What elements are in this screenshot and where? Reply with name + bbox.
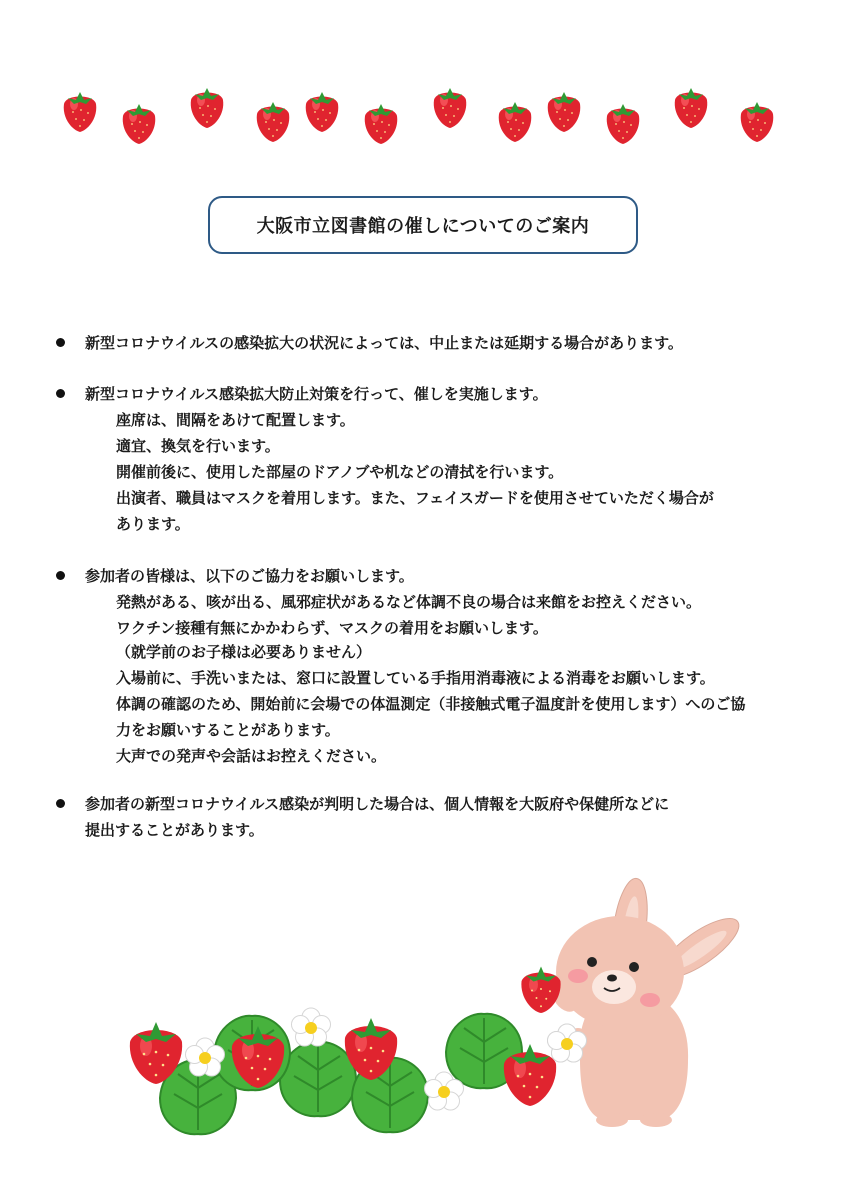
notice-item-continued: 提出することがあります。 [85,821,264,839]
notice-subitem: あります。 [116,515,190,533]
bunny-icon [546,876,747,1127]
bullet-icon [56,571,65,580]
page-title: 大阪市立図書館の催しについてのご案内 [208,196,638,254]
notice-item: 新型コロナウイルスの感染拡大の状況によっては、中止または延期する場合があります。 [85,334,683,352]
notice-subitem: 適宜、換気を行います。 [116,437,280,455]
notice-subitem: （就学前のお子様は必要ありません） [116,643,372,661]
notice-subitem: 発熱がある、咳が出る、風邪症状があるなど体調不良の場合は来館をお控えください。 [116,593,702,611]
bullet-icon [56,799,65,808]
notice-subitem: 座席は、間隔をあけて配置します。 [116,411,355,429]
notice-subitem: 入場前に、手洗いまたは、窓口に設置している手指用消毒液による消毒をお願いします。 [116,669,715,687]
bullet-icon [56,389,65,398]
bullet-icon [56,338,65,347]
notice-item: 新型コロナウイルス感染拡大防止対策を行って、催しを実施します。 [85,385,548,403]
notice-item: 参加者の皆様は、以下のご協力をお願いします。 [85,567,414,585]
notice-subitem: 開催前後に、使用した部屋のドアノブや机などの清拭を行います。 [116,463,564,481]
notice-subitem: 大声での発声や会話はお控えください。 [116,747,387,765]
notice-subitem: 体調の確認のため、開始前に会場での体温測定（非接触式電子温度計を使用します）へのご協 [116,695,746,713]
strawberry-border [0,0,849,160]
notice-item: 参加者の新型コロナウイルス感染が判明した場合は、個人情報を大阪府や保健所などに [85,795,670,813]
notice-subitem: 力をお願いすることがあります。 [116,721,340,739]
bunny-strawberry-illustration [0,860,849,1200]
notice-subitem: 出演者、職員はマスクを着用します。また、フェイスガードを使用させていただく場合が [116,489,714,507]
notice-subitem: ワクチン接種有無にかかわらず、マスクの着用をお願いします。 [116,619,548,637]
